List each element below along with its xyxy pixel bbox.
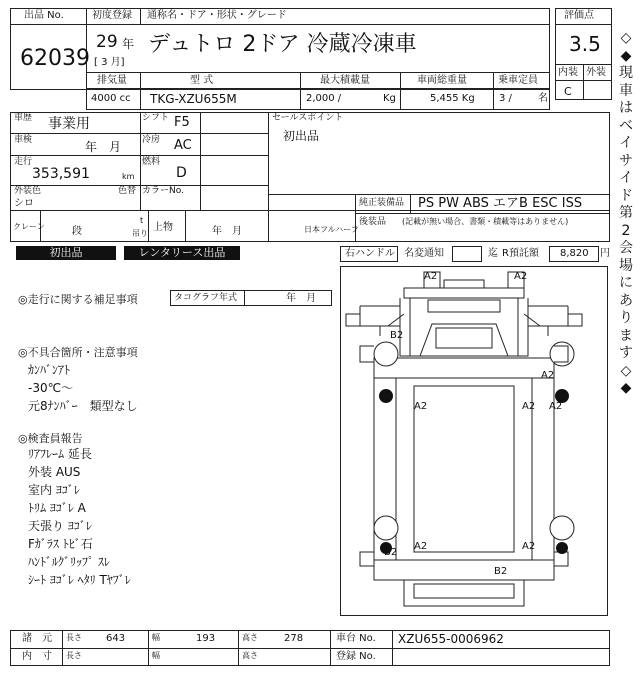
inspector-item: Fｶﾞﾗｽ ﾄﾋﾞ石: [28, 537, 93, 551]
car-name: デュトロ 2ドア 冷蔵冷凍車: [148, 32, 417, 57]
inspection-value: 年 月: [85, 140, 122, 154]
displacement: 4000 cc: [91, 93, 131, 104]
model-label: 型 式: [190, 75, 214, 86]
reg-year: 29: [96, 32, 118, 52]
capacity: 3 /: [499, 93, 512, 104]
crane-ton: t: [140, 216, 144, 225]
width-label: 幅: [152, 633, 160, 642]
chassis-label: 車台 No.: [336, 633, 376, 644]
reg-no-label: 登録 No.: [336, 651, 376, 662]
recycle-amount: 8,820: [560, 248, 589, 259]
inspector-item: ﾄﾘﾑ ﾖｺﾞﾚ A: [28, 501, 86, 515]
recycle-label: R預託額: [502, 248, 539, 259]
mark-rear-right: A2: [522, 541, 536, 552]
inspector-item: 室内 ﾖｺﾞﾚ: [28, 483, 80, 497]
chassis-number: XZU655-0006962: [398, 632, 504, 646]
interior-dims-label: 内 寸: [22, 651, 52, 662]
equipment-label: 純正装備品: [359, 198, 405, 208]
color-code-label: カラーNo.: [142, 186, 184, 196]
rating-label: 評価点: [564, 10, 594, 21]
inspector-title: ◎検査員報告: [18, 432, 83, 445]
mark-cab-left: B2: [390, 330, 404, 341]
color-value: シロ: [14, 198, 34, 209]
mark-body-left: A2: [414, 401, 428, 412]
fuel-value: D: [176, 165, 187, 181]
equipment-value: PS PW ABS エアB ESC ISS: [418, 196, 583, 211]
mark-rear-wheel-left: B2: [384, 547, 398, 558]
defects-title: ◎不具合箇所・注意事項: [18, 346, 138, 359]
inspector-item: 外装 AUS: [28, 465, 81, 479]
exterior-label: 外装: [586, 67, 606, 78]
max-load: 2,000 /: [306, 93, 342, 104]
load-unit: Kg: [383, 93, 396, 104]
mileage-label: 走行: [14, 157, 33, 167]
reg-month: [ 3 月]: [94, 57, 125, 68]
length-value: 643: [106, 633, 126, 644]
height-label-2: 高さ: [242, 651, 258, 660]
capacity-unit: 名: [538, 93, 548, 104]
year-unit: 年: [122, 37, 135, 51]
gross-weight: 5,455 Kg: [430, 93, 475, 104]
color-label: 外装色: [14, 186, 42, 196]
defect-item: 元8ﾅﾝﾊﾞｰ 類型なし: [28, 399, 138, 413]
deadline-label: 迄: [488, 248, 498, 259]
inspector-item: ﾘｱﾌﾚｰﾑ 延長: [28, 447, 92, 461]
crane-label: クレーン: [13, 222, 45, 231]
interior-label: 内装: [558, 67, 578, 78]
aftermarket-note: (記載が無い場合、書類・積載等はありません): [402, 217, 569, 226]
crane-lift: 吊り: [132, 229, 148, 238]
mark-body-right: A2: [522, 401, 536, 412]
fuel-label: 燃料: [142, 157, 161, 167]
height-label: 高さ: [242, 633, 258, 642]
mark-rear-left: A2: [414, 541, 428, 552]
recycle-unit: 円: [600, 248, 610, 259]
sales-point-value: 初出品: [283, 129, 320, 143]
inspection-label: 車検: [14, 135, 33, 145]
mark-front-right: A2: [514, 271, 528, 282]
length-label-2: 長さ: [66, 651, 82, 660]
first-listing-tag: 初出品: [16, 246, 116, 260]
weight-label: 車両総重量: [417, 75, 467, 86]
lot-number: 62039: [20, 46, 90, 71]
supplement-title: ◎走行に関する補足事項: [18, 293, 138, 306]
ac-value: AC: [174, 138, 192, 153]
mark-rear-bumper: B2: [494, 566, 508, 577]
inspector-item: ﾊﾝﾄﾞﾙｸﾞﾘｯﾌﾟ ｽﾚ: [28, 555, 110, 569]
name-change-box: [452, 246, 482, 262]
height-value: 278: [284, 633, 304, 644]
disp-label: 排気量: [97, 75, 127, 86]
capacity-label: 乗車定員: [498, 75, 538, 86]
aftermarket-label: 後装品: [359, 217, 387, 227]
rental-tag: レンタリース出品: [124, 246, 240, 260]
color-change-label: 色替: [118, 186, 137, 196]
mark-side-right: A2: [549, 401, 563, 412]
mark-front-left: A2: [424, 271, 438, 282]
car-name-label: 通称名・ドア・形状・グレード: [147, 10, 287, 21]
mark-cab-right: A2: [541, 370, 555, 381]
upper-date: 年 月: [212, 226, 242, 237]
ac-label: 冷房: [142, 135, 161, 145]
tachograph-label: タコグラフ年式: [174, 293, 238, 303]
history-label: 車歴: [14, 113, 33, 123]
right-hand-label: 右ハンドル: [345, 248, 395, 259]
defect-item: ｶﾝﾊﾞﾝｱﾄ: [28, 363, 71, 377]
shift-value: F5: [174, 115, 190, 130]
shift-label: シフト: [142, 113, 170, 123]
defect-item: -30℃～: [28, 381, 74, 395]
interior-grade: C: [564, 85, 572, 98]
tachograph-value: 年 月: [286, 293, 316, 304]
load-label: 最大積載量: [320, 75, 370, 86]
mileage-unit: km: [122, 172, 135, 181]
lot-no-label: 出品 No.: [24, 10, 64, 21]
upper-maker: 日本フルハーフ: [304, 225, 359, 234]
upper-label: 上物: [153, 222, 173, 233]
name-change-label: 名変通知: [404, 248, 444, 259]
venue-notice: ◇ ◆ 現 車 は ベ イ サ イ ド 第 2 会 場 に あ り ま す ◇ ◆: [619, 30, 633, 396]
dims-label: 諸 元: [22, 633, 52, 644]
sales-point-label: セールスポイント: [272, 113, 344, 123]
mileage-value: 353,591: [32, 166, 90, 182]
length-label: 長さ: [66, 633, 82, 642]
crane-stage: 段: [72, 226, 82, 237]
rating-score: 3.5: [569, 32, 601, 56]
width-value: 193: [196, 633, 216, 644]
model-code: TKG-XZU655M: [150, 92, 237, 106]
truck-diagram: [340, 266, 608, 616]
width-label-2: 幅: [152, 651, 160, 660]
inspector-item: ｼｰﾄ ﾖｺﾞﾚ ﾍﾀﾘ Tﾔﾌﾞﾚ: [28, 573, 131, 587]
inspector-item: 天張り ﾖｺﾞﾚ: [28, 519, 92, 533]
vehicle-history: 事業用: [48, 116, 90, 132]
first-reg-label: 初度登録: [92, 10, 132, 21]
